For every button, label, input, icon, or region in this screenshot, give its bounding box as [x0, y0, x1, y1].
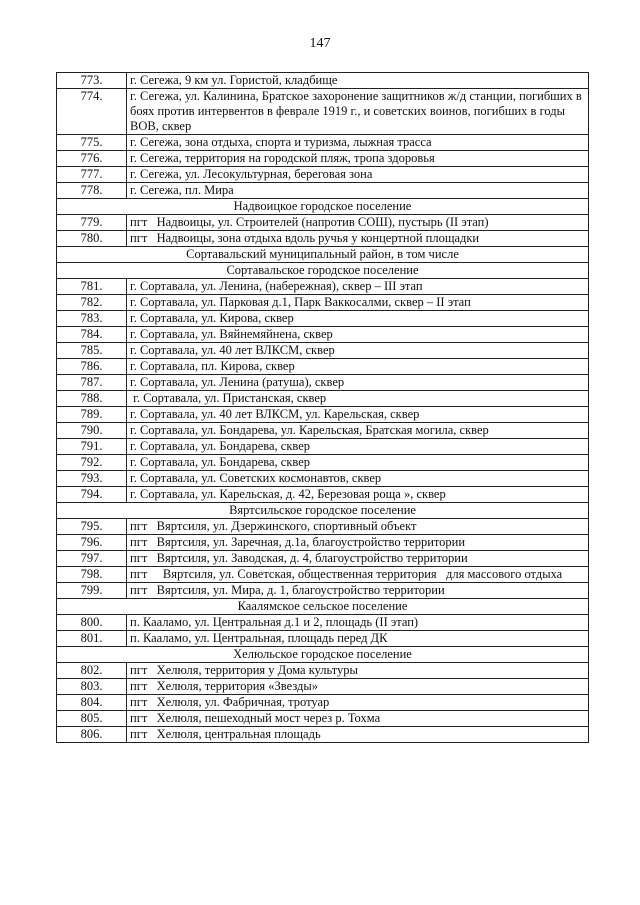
table-row: [57, 663, 589, 679]
row-number: 791.: [57, 439, 127, 455]
row-number: 775.: [57, 135, 127, 151]
section-title: Каалямское сельское поселение: [57, 599, 589, 615]
row-number: 789.: [57, 407, 127, 423]
row-description: п. Кааламо, ул. Центральная д.1 и 2, площадь (II этап): [127, 615, 589, 631]
row-description: г. Сортавала, ул. Ленина (ратуша), сквер: [127, 375, 589, 391]
table-row: [57, 487, 589, 503]
row-description: пгт Хелюля, территория «Звезды»: [127, 679, 589, 695]
row-number: 795.: [57, 519, 127, 535]
table-row: [57, 73, 589, 89]
section-title: Вяртсильское городское поселение: [57, 503, 589, 519]
row-number: 778.: [57, 183, 127, 199]
table-row: [57, 567, 589, 583]
table-row: [57, 151, 589, 167]
row-description: пгт Хелюля, центральная площадь: [127, 727, 589, 743]
table-row: [57, 423, 589, 439]
row-description: г. Сегежа, зона отдыха, спорта и туризма, лыжная трасса: [127, 135, 589, 151]
table-row: [57, 615, 589, 631]
section-header-row: [57, 199, 589, 215]
row-number: 780.: [57, 231, 127, 247]
row-description: пгт Надвоицы, ул. Строителей (напротив СОШ), пустырь (II этап): [127, 215, 589, 231]
row-number: 801.: [57, 631, 127, 647]
row-description: пгт Вяртсиля, ул. Заречная, д.1а, благоустройство территории: [127, 535, 589, 551]
table-row: [57, 89, 589, 135]
row-number: 774.: [57, 89, 127, 135]
row-description: г. Сегежа, ул. Лесокультурная, береговая зона: [127, 167, 589, 183]
row-number: 785.: [57, 343, 127, 359]
objects-table: [56, 72, 589, 743]
row-description: г. Сегежа, 9 км ул. Гористой, кладбище: [127, 73, 589, 89]
row-description: г. Сортавала, ул. Вяйнемяйнена, сквер: [127, 327, 589, 343]
row-description: пгт Надвоицы, зона отдыха вдоль ручья у концертной площадки: [127, 231, 589, 247]
row-number: 800.: [57, 615, 127, 631]
row-number: 797.: [57, 551, 127, 567]
row-number: 793.: [57, 471, 127, 487]
row-description: г. Сортавала, ул. Карельская, д. 42, Березовая роща », сквер: [127, 487, 589, 503]
row-number: 803.: [57, 679, 127, 695]
table-row: [57, 231, 589, 247]
row-number: 782.: [57, 295, 127, 311]
row-description: г. Сортавала, ул. 40 лет ВЛКСМ, сквер: [127, 343, 589, 359]
objects-table-body: [57, 73, 589, 743]
table-row: [57, 407, 589, 423]
row-description: г. Сортавала, ул. Бондарева, сквер: [127, 455, 589, 471]
section-title: Сортавальский муниципальный район, в том числе: [57, 247, 589, 263]
section-header-row: [57, 247, 589, 263]
row-number: 792.: [57, 455, 127, 471]
table-row: [57, 679, 589, 695]
row-description: пгт Хелюля, ул. Фабричная, тротуар: [127, 695, 589, 711]
row-description: г. Сегежа, территория на городской пляж, тропа здоровья: [127, 151, 589, 167]
row-number: 799.: [57, 583, 127, 599]
row-description: г. Сегежа, ул. Калинина, Братское захоронение защитников ж/д станции, погибших в боях против интервентов в феврале 1919 г., и советских воинов, погибших в годы ВОВ, сквер: [127, 89, 589, 135]
section-title: Хелюльское городское поселение: [57, 647, 589, 663]
row-number: 788.: [57, 391, 127, 407]
row-description: г. Сортавала, ул. 40 лет ВЛКСМ, ул. Карельская, сквер: [127, 407, 589, 423]
table-row: [57, 471, 589, 487]
row-number: 784.: [57, 327, 127, 343]
page-number: 147: [309, 36, 331, 51]
table-row: [57, 343, 589, 359]
table-row: [57, 583, 589, 599]
table-row: [57, 727, 589, 743]
section-header-row: [57, 503, 589, 519]
section-header-row: [57, 599, 589, 615]
table-row: [57, 167, 589, 183]
table-row: [57, 535, 589, 551]
row-number: 794.: [57, 487, 127, 503]
row-number: 805.: [57, 711, 127, 727]
row-number: 798.: [57, 567, 127, 583]
row-description: г. Сегежа, пл. Мира: [127, 183, 589, 199]
table-row: [57, 279, 589, 295]
row-description: г. Сортавала, ул. Ленина, (набережная), сквер – III этап: [127, 279, 589, 295]
row-description: г. Сортавала, ул. Советских космонавтов, сквер: [127, 471, 589, 487]
row-description: пгт Вяртсиля, ул. Советская, общественная территория для массового отдыха: [127, 567, 589, 583]
row-description: г. Сортавала, ул. Парковая д.1, Парк Ваккосалми, сквер – II этап: [127, 295, 589, 311]
table-row: [57, 551, 589, 567]
table-row: [57, 695, 589, 711]
table-row: [57, 327, 589, 343]
row-number: 787.: [57, 375, 127, 391]
row-number: 781.: [57, 279, 127, 295]
table-row: [57, 215, 589, 231]
row-description: пгт Хелюля, территория у Дома культуры: [127, 663, 589, 679]
row-description: г. Сортавала, ул. Кирова, сквер: [127, 311, 589, 327]
row-number: 786.: [57, 359, 127, 375]
table-row: [57, 295, 589, 311]
row-description: пгт Вяртсиля, ул. Мира, д. 1, благоустройство территории: [127, 583, 589, 599]
table-row: [57, 359, 589, 375]
row-number: 802.: [57, 663, 127, 679]
table-row: [57, 311, 589, 327]
row-description: п. Кааламо, ул. Центральная, площадь перед ДК: [127, 631, 589, 647]
section-title: Сортавальское городское поселение: [57, 263, 589, 279]
table-row: [57, 631, 589, 647]
table-row: [57, 375, 589, 391]
table-row: [57, 183, 589, 199]
row-description: пгт Вяртсиля, ул. Заводская, д. 4, благоустройство территории: [127, 551, 589, 567]
row-number: 776.: [57, 151, 127, 167]
table-row: [57, 711, 589, 727]
row-number: 777.: [57, 167, 127, 183]
table-row: [57, 391, 589, 407]
row-number: 773.: [57, 73, 127, 89]
row-description: пгт Хелюля, пешеходный мост через р. Тохма: [127, 711, 589, 727]
table-row: [57, 135, 589, 151]
section-header-row: [57, 263, 589, 279]
row-description: г. Сортавала, ул. Бондарева, ул. Карельская, Братская могила, сквер: [127, 423, 589, 439]
table-row: [57, 519, 589, 535]
row-description: г. Сортавала, ул. Бондарева, сквер: [127, 439, 589, 455]
row-number: 806.: [57, 727, 127, 743]
section-title: Надвоицкое городское поселение: [57, 199, 589, 215]
row-number: 790.: [57, 423, 127, 439]
row-number: 783.: [57, 311, 127, 327]
row-number: 796.: [57, 535, 127, 551]
row-number: 779.: [57, 215, 127, 231]
row-number: 804.: [57, 695, 127, 711]
table-row: [57, 455, 589, 471]
row-description: г. Сортавала, пл. Кирова, сквер: [127, 359, 589, 375]
table-row: [57, 439, 589, 455]
row-description: пгт Вяртсиля, ул. Дзержинского, спортивный объект: [127, 519, 589, 535]
row-description: г. Сортавала, ул. Пристанская, сквер: [127, 391, 589, 407]
section-header-row: [57, 647, 589, 663]
